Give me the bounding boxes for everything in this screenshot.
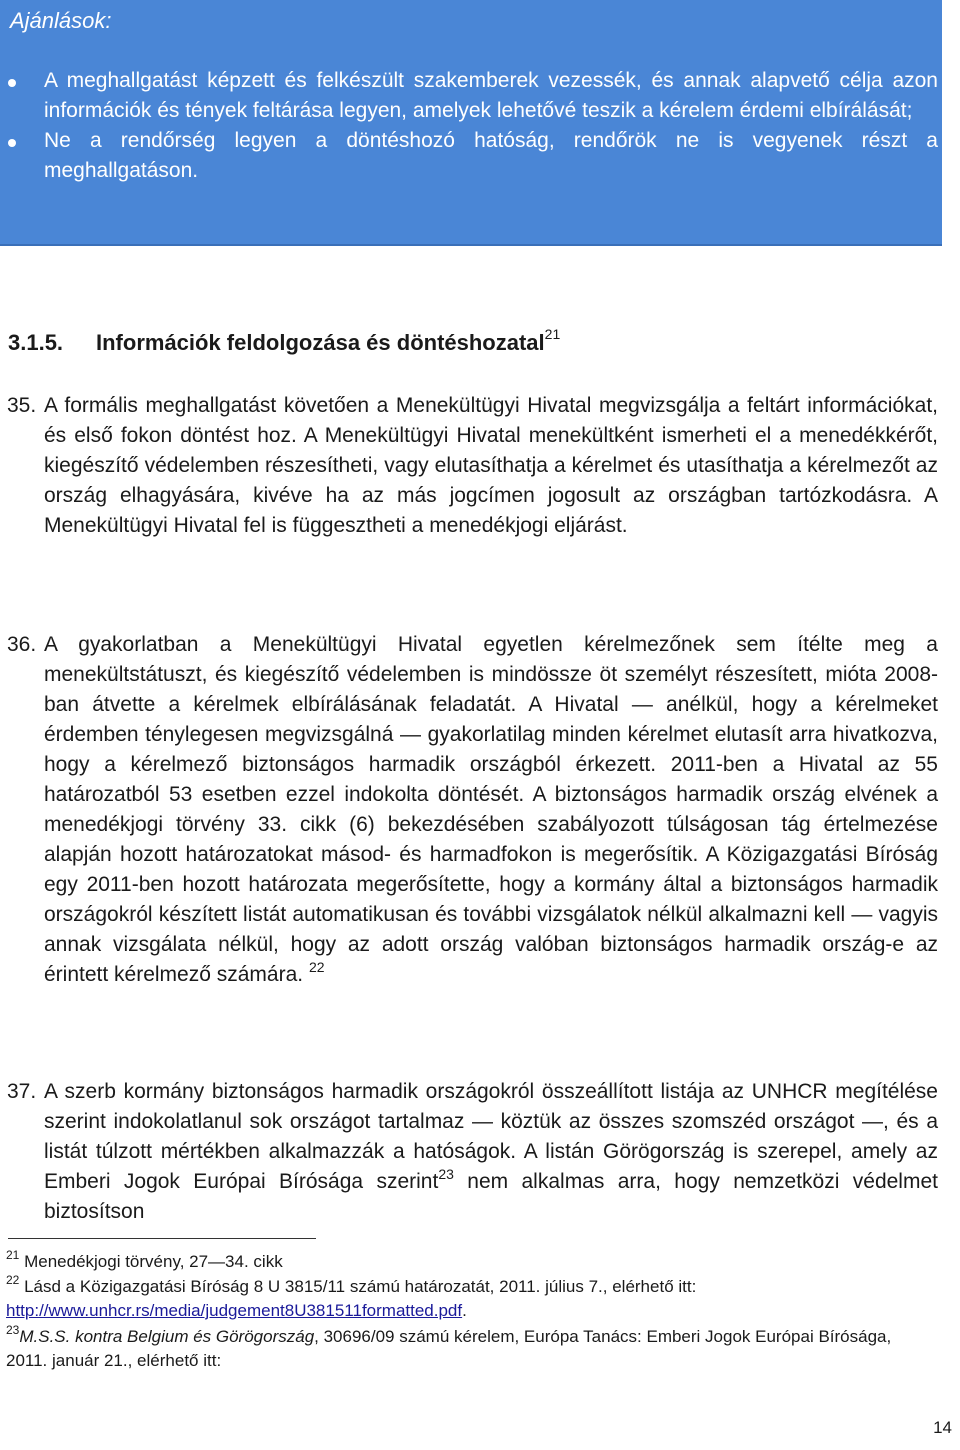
paragraph-text-continued: nem alkalmas arra, hogy nemzetközi védelmet biztosítson [44,1170,938,1223]
paragraph-text: A szerb kormány biztonságos harmadik országokról összeállított listája az UNHCR megítélése szerint indokolatlanul sok országot tartalmaz — köztük az összes szomszéd országot —, és a listát túlzott mértékben alkalmazzák a hatóságok. A listán Görögország is szerepel, amely az Emberi Jogok Európai Bírósága szerint [44,1080,938,1193]
footnote-number: 21 [6,1248,20,1262]
paragraph-number: 37. [7,1080,37,1103]
recommendations-list [44,66,938,186]
footnote-text: Lásd a Közigazgatási Bíróság 8 U 3815/11 számú határozatát, 2011. július 7., elérhető itt: [24,1277,697,1296]
footnote-21 [6,1250,936,1274]
bullet-icon [8,139,16,147]
footnote-number: 22 [6,1273,20,1287]
recommendations-box [0,0,942,246]
footnote-separator [8,1238,316,1239]
section-title: Információk feldolgozása és döntéshozatal [96,330,545,355]
recommendation-text: Ne a rendőrség legyen a döntéshozó hatóság, rendőrök ne is vegyenek részt a meghallgatáson. [44,129,938,182]
paragraph-number: 36. [7,633,37,656]
paragraph-36 [7,630,938,990]
case-name: M.S.S. kontra Belgium és Görögország [19,1327,315,1346]
footnote-punctuation: . [462,1301,467,1320]
section-heading [8,326,560,356]
footnote-ref[interactable]: 22 [308,959,325,975]
paragraph-text: A formális meghallgatást követően a Menekültügyi Hivatal megvizsgálja a feltárt információkat, és első fokon döntést hoz. A Menekültügyi Hivatal menekültként ismerheti el a menedékkérőt, kiegészítő védelemben részesítheti, vagy elutasíthatja a kérelmet és utasíthatja a kérelmezőt az ország elhagyására, kivéve ha az más jogcímen jogosult az országban tartózkodásra. A Menekültügyi Hivatal fel is függesztheti a menedékjogi eljárást. [44,394,938,537]
footnote-ref[interactable]: 23 [438,1166,454,1182]
page-number: 14 [933,1418,952,1437]
paragraph-text: A gyakorlatban a Menekültügyi Hivatal egyetlen kérelmezőnek sem ítélte meg a menekültstátuszt, és kiegészítő védelemben is mindössze öt személyt részesített, mióta 2008-ban átvette a kérelmek elbírálásának feladatát. A Hivatal — anélkül, hogy a kérelmeket érdemben ténylegesen megvizsgálná — gyakorlatilag minden kérelmet elutasít arra hivatkozva, hogy a kérelmező biztonságos harmadik országból érkezett. 2011-ben a Hivatal az 55 határozatból 53 esetben ezzel indokolta döntését. A biztonságos harmadik ország elvének a menedékjogi törvény 33. cikk (6) bekezdésében szabályozott túlságosan tág értelmezése alapján hozott határozatokat másod- és harmadfokon is megerősítik. A Közigazgatási Bíróság egy 2011-ben hozott határozata megerősítette, hogy a kormány által a biztonságos harmadik országokról készített listát automatikusan és további vizsgálatok nélkül alkalmazni kell — vagyis annak vizsgálata nélkül, hogy az adott ország valóban biztonságos harmadik ország-e az érintett kérelmező számára. [44,633,938,986]
recommendation-text: A meghallgatást képzett és felkészült szakemberek vezessék, és annak alapvető célja azon információk és tények feltárása legyen, amelyek lehetővé teszik a kérelem érdemi elbírálását; [44,69,938,122]
recommendation-item [44,126,938,186]
footnote-number: 23 [6,1323,20,1337]
paragraph-35 [7,391,938,541]
bullet-icon [8,79,16,87]
footnote-ref[interactable]: 21 [544,326,561,342]
footnote-22 [6,1275,936,1323]
recommendations-title: Ajánlások: [10,8,112,33]
section-number: 3.1.5. [8,330,64,355]
footnote-text: Menedékjogi törvény, 27—34. cikk [24,1252,283,1271]
footnote-23 [6,1325,936,1373]
paragraph-number: 35. [7,394,37,417]
recommendation-item [44,66,938,126]
footnote-text: , 30696/09 számú kérelem, Európa Tanács: Emberi Jogok Európai Bírósága, 2011. január 21., elérhető itt: [6,1327,892,1370]
paragraph-37 [7,1077,938,1227]
footnote-link[interactable]: http://www.unhcr.rs/media/judgement8U381511formatted.pdf [6,1301,463,1320]
